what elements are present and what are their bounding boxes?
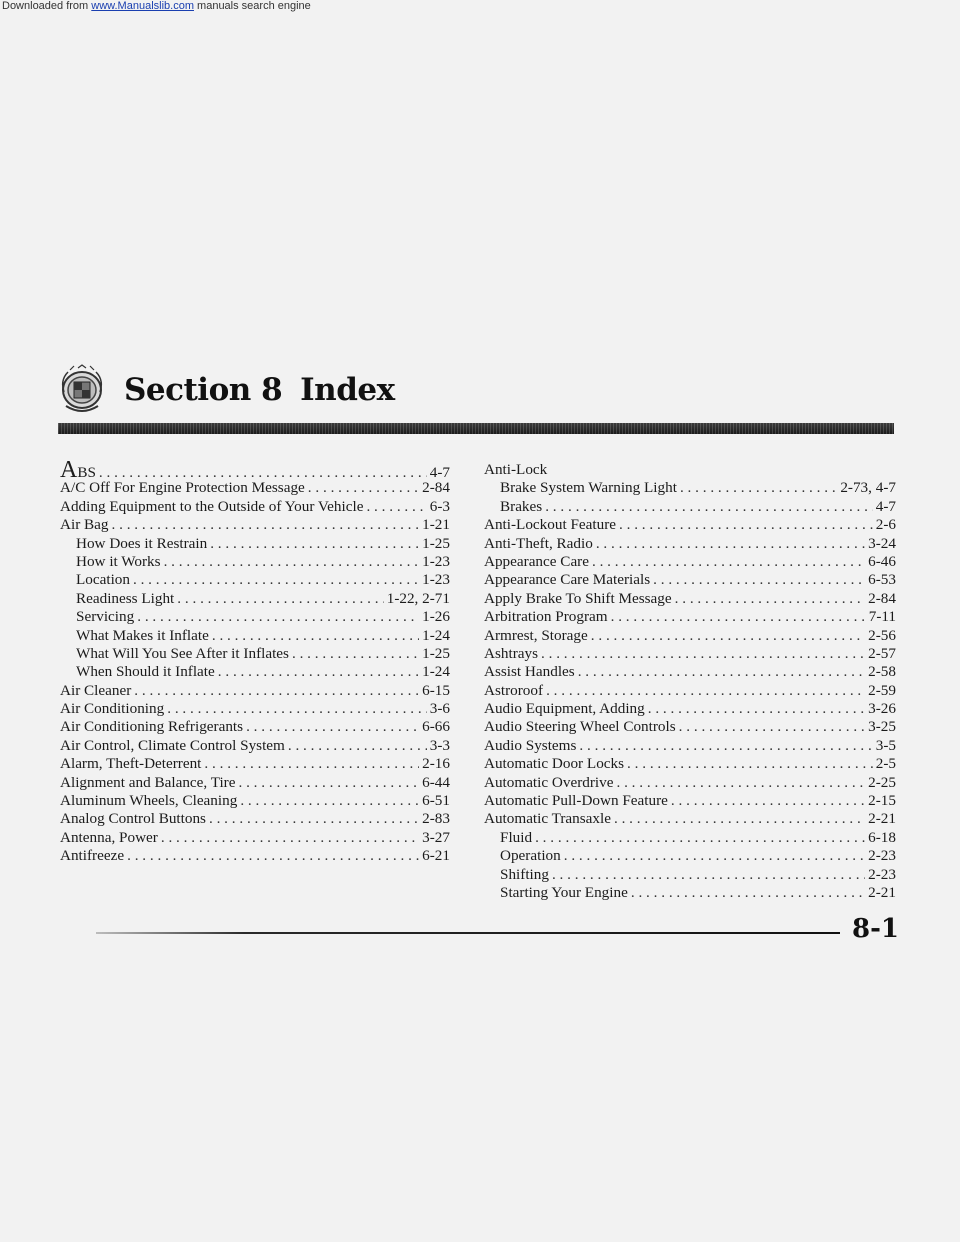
section-header bbox=[54, 360, 474, 420]
dot-leader bbox=[564, 847, 865, 865]
index-entry-label: Air Conditioning Refrigerants bbox=[60, 718, 244, 736]
banner-suffix: manuals search engine bbox=[193, 0, 311, 12]
index-entry bbox=[60, 627, 450, 645]
dot-leader bbox=[127, 847, 419, 865]
dot-leader bbox=[546, 682, 865, 700]
index-entry-page: 6-53 bbox=[868, 571, 896, 589]
dot-leader bbox=[177, 590, 383, 608]
index-entry bbox=[484, 461, 896, 479]
banner-prefix: Downloaded from bbox=[2, 0, 92, 12]
dot-leader bbox=[112, 516, 420, 534]
index-entry bbox=[484, 718, 896, 736]
index-column-left bbox=[60, 457, 450, 866]
index-entry-label: Astroroof bbox=[484, 681, 544, 699]
index-entry bbox=[60, 737, 450, 755]
index-entry bbox=[484, 810, 896, 828]
index-entry-label: Anti-Lockout Feature bbox=[484, 516, 617, 534]
dot-leader bbox=[204, 755, 419, 773]
dot-leader bbox=[671, 792, 865, 810]
dot-leader bbox=[164, 553, 420, 571]
index-entry-page: 2-84 bbox=[422, 479, 450, 497]
index-entry-label-rest: BS bbox=[77, 464, 96, 481]
index-entry-page: 2-83 bbox=[422, 810, 450, 828]
index-entry bbox=[484, 645, 896, 663]
index-entry bbox=[60, 457, 450, 483]
index-entry-page: 1-21 bbox=[422, 516, 450, 534]
index-entry-page: 4-7 bbox=[875, 497, 896, 515]
index-entry-label: Air Cleaner bbox=[60, 681, 132, 699]
index-entry-label: Audio Systems bbox=[484, 736, 577, 754]
dot-leader bbox=[292, 645, 419, 663]
index-entry bbox=[484, 866, 896, 884]
index-entry bbox=[484, 792, 896, 810]
dot-leader bbox=[535, 829, 865, 847]
index-entry-page: 6-66 bbox=[422, 718, 450, 736]
index-entry-label: Automatic Door Locks bbox=[484, 755, 625, 773]
dot-leader bbox=[134, 682, 419, 700]
index-entry bbox=[484, 737, 896, 755]
index-entry-label: Apply Brake To Shift Message bbox=[484, 589, 672, 607]
dot-leader bbox=[545, 498, 873, 516]
index-entry-label: Armrest, Storage bbox=[484, 626, 588, 644]
index-entry bbox=[484, 479, 896, 497]
index-entry bbox=[484, 608, 896, 626]
index-entry bbox=[484, 535, 896, 553]
index-entry-page: 6-46 bbox=[868, 552, 896, 570]
header-rule bbox=[58, 423, 894, 434]
index-entry-page: 2-84 bbox=[868, 589, 896, 607]
index-entry-label: Appearance Care Materials bbox=[484, 571, 651, 589]
index-entry bbox=[484, 553, 896, 571]
index-entry-label: Anti-Lock bbox=[484, 461, 548, 478]
index-entry-page: 3-6 bbox=[429, 700, 450, 718]
dot-leader bbox=[133, 571, 419, 589]
index-entry bbox=[60, 792, 450, 810]
footer-banner bbox=[0, 1222, 960, 1242]
cadillac-crest-icon bbox=[54, 362, 110, 418]
dot-leader bbox=[137, 608, 419, 626]
dot-leader bbox=[552, 866, 865, 884]
index-entry-page: 1-23 bbox=[422, 571, 450, 589]
dot-leader bbox=[648, 700, 865, 718]
dot-leader bbox=[675, 590, 866, 608]
index-entry bbox=[60, 516, 450, 534]
index-entry bbox=[60, 774, 450, 792]
index-entry-label: Automatic Overdrive bbox=[484, 773, 614, 791]
dot-leader bbox=[167, 700, 427, 718]
index-entry-label: A/C Off For Engine Protection Message bbox=[60, 479, 305, 497]
index-entry-page: 6-51 bbox=[422, 792, 450, 810]
dot-leader bbox=[592, 553, 865, 571]
index-entry-page: 6-21 bbox=[422, 847, 450, 865]
index-entry-page: 2-73, 4-7 bbox=[840, 479, 896, 497]
index-title: Index bbox=[300, 372, 395, 408]
index-entry-label: Location bbox=[76, 571, 130, 589]
index-entry-page: 2-5 bbox=[875, 755, 896, 773]
index-entry-label: When Should it Inflate bbox=[76, 663, 215, 681]
section-label: Section 8 bbox=[124, 372, 283, 408]
index-entry bbox=[60, 645, 450, 663]
index-entry-page: 1-22, 2-71 bbox=[386, 589, 450, 607]
index-entry-label: Analog Control Buttons bbox=[60, 810, 206, 828]
index-entry bbox=[60, 700, 450, 718]
dot-leader bbox=[541, 645, 865, 663]
index-entry bbox=[484, 571, 896, 589]
index-entry-label: Adding Equipment to the Outside of Your Vehicle bbox=[60, 497, 364, 515]
index-entry-label: Brake System Warning Light bbox=[500, 479, 677, 497]
index-entry-label: Automatic Transaxle bbox=[484, 810, 611, 828]
index-entry-label: Anti-Theft, Radio bbox=[484, 534, 593, 552]
index-entry bbox=[60, 535, 450, 553]
index-entry-page: 2-21 bbox=[868, 810, 896, 828]
index-entry-label: Audio Steering Wheel Controls bbox=[484, 718, 676, 736]
dot-leader bbox=[210, 535, 419, 553]
dot-leader bbox=[579, 737, 872, 755]
dot-leader bbox=[366, 498, 426, 516]
index-entry-page: 2-25 bbox=[868, 773, 896, 791]
dot-leader bbox=[680, 479, 837, 497]
dot-leader bbox=[596, 535, 865, 553]
index-entry-page: 3-27 bbox=[422, 828, 450, 846]
dot-leader bbox=[578, 663, 865, 681]
index-entry-page: 6-44 bbox=[422, 773, 450, 791]
index-entry-label: Ashtrays bbox=[484, 644, 538, 662]
index-entry bbox=[60, 498, 450, 516]
index-entry-page: 6-15 bbox=[422, 681, 450, 699]
index-entry-label: Audio Equipment, Adding bbox=[484, 700, 645, 718]
dot-leader bbox=[653, 571, 865, 589]
index-entry bbox=[484, 590, 896, 608]
index-entry bbox=[484, 847, 896, 865]
download-banner bbox=[0, 0, 960, 14]
index-entry-label: Alignment and Balance, Tire bbox=[60, 773, 236, 791]
index-entry-label: Antenna, Power bbox=[60, 828, 158, 846]
index-entry-label: Aluminum Wheels, Cleaning bbox=[60, 792, 238, 810]
index-entry-page: 2-21 bbox=[868, 883, 896, 901]
index-entry-label: How it Works bbox=[76, 552, 161, 570]
dot-leader bbox=[240, 792, 419, 810]
index-entry bbox=[60, 553, 450, 571]
index-entry-page: 1-25 bbox=[422, 534, 450, 552]
index-entry-page: 1-25 bbox=[422, 644, 450, 662]
index-entry-page: 2-57 bbox=[868, 644, 896, 662]
dot-leader bbox=[288, 737, 427, 755]
index-column-right bbox=[484, 461, 896, 902]
index-entry bbox=[484, 498, 896, 516]
index-entry-label: Servicing bbox=[76, 608, 135, 626]
index-entry bbox=[60, 847, 450, 865]
index-entry-page: 2-16 bbox=[422, 755, 450, 773]
index-entry-page: 2-15 bbox=[868, 792, 896, 810]
index-entry-page: 3-5 bbox=[875, 736, 896, 754]
index-entry-label: Arbitration Program bbox=[484, 608, 608, 626]
dot-leader bbox=[212, 627, 419, 645]
dot-leader bbox=[218, 663, 419, 681]
index-entry-label: Air Control, Climate Control System bbox=[60, 736, 285, 754]
index-entry-label: Shifting bbox=[500, 865, 549, 883]
index-entry bbox=[60, 663, 450, 681]
index-entry bbox=[60, 682, 450, 700]
index-entry bbox=[484, 774, 896, 792]
index-entry-label: Assist Handles bbox=[484, 663, 575, 681]
dot-leader bbox=[614, 810, 865, 828]
dot-leader bbox=[209, 810, 419, 828]
page-number: 8-1 bbox=[852, 914, 899, 944]
index-entry-page: 3-26 bbox=[868, 700, 896, 718]
index-entry-page: 2-23 bbox=[868, 847, 896, 865]
dot-leader bbox=[631, 884, 865, 902]
index-entry-label: Antifreeze bbox=[60, 847, 125, 865]
index-entry bbox=[60, 718, 450, 736]
index-entry-label: What Makes it Inflate bbox=[76, 626, 209, 644]
index-entry-page: 3-24 bbox=[868, 534, 896, 552]
index-entry-page: 6-18 bbox=[868, 828, 896, 846]
index-entry-page: 1-24 bbox=[422, 626, 450, 644]
dot-leader bbox=[616, 774, 865, 792]
index-entry bbox=[484, 829, 896, 847]
index-entry bbox=[60, 479, 450, 497]
index-entry-label: What Will You See After it Inflates bbox=[76, 644, 289, 662]
dot-leader bbox=[308, 479, 419, 497]
index-entry-page: 7-11 bbox=[868, 608, 896, 626]
index-entry bbox=[60, 590, 450, 608]
index-entry bbox=[60, 608, 450, 626]
index-entry bbox=[60, 755, 450, 773]
index-entry-label: Air Conditioning bbox=[60, 700, 165, 718]
index-entry-page: 2-56 bbox=[868, 626, 896, 644]
dot-leader bbox=[161, 829, 419, 847]
dot-leader bbox=[619, 516, 873, 534]
index-entry-label: Operation bbox=[500, 847, 561, 865]
index-entry-page: 2-58 bbox=[868, 663, 896, 681]
dot-leader bbox=[611, 608, 866, 626]
drop-initial: A bbox=[60, 457, 78, 483]
dot-leader bbox=[591, 627, 865, 645]
index-entry-page: 6-3 bbox=[429, 497, 450, 515]
index-entry-label: Readiness Light bbox=[76, 589, 175, 607]
index-entry bbox=[484, 682, 896, 700]
index-entry-label: How Does it Restrain bbox=[76, 534, 208, 552]
dot-leader bbox=[246, 718, 419, 736]
index-entry-label: Brakes bbox=[500, 497, 543, 515]
index-entry-page: 3-3 bbox=[429, 736, 450, 754]
index-entry-page: 1-24 bbox=[422, 663, 450, 681]
index-entry-label: Fluid bbox=[500, 828, 533, 846]
index-entry-label: Alarm, Theft-Deterrent bbox=[60, 755, 202, 773]
section-title bbox=[124, 372, 395, 408]
index-entry bbox=[484, 663, 896, 681]
index-entry bbox=[60, 810, 450, 828]
index-entry-label: Automatic Pull-Down Feature bbox=[484, 792, 668, 810]
index-entry bbox=[484, 884, 896, 902]
index-entry-page: 3-25 bbox=[868, 718, 896, 736]
index-entry-page: 1-26 bbox=[422, 608, 450, 626]
index-entry bbox=[484, 700, 896, 718]
dot-leader bbox=[238, 774, 419, 792]
index-entry-label: Air Bag bbox=[60, 516, 109, 534]
index-entry-label: Starting Your Engine bbox=[500, 883, 628, 901]
index-entry-page: 2-23 bbox=[868, 865, 896, 883]
manualslib-link[interactable]: www.Manualslib.com bbox=[91, 0, 194, 12]
index-entry bbox=[60, 829, 450, 847]
dot-leader bbox=[679, 718, 866, 736]
index-entry bbox=[484, 627, 896, 645]
index-entry-page: 4-7 bbox=[429, 464, 450, 481]
index-entry-label: Appearance Care bbox=[484, 552, 589, 570]
dot-leader bbox=[627, 755, 873, 773]
index-entry bbox=[484, 516, 896, 534]
footer-rule bbox=[96, 932, 840, 934]
index-entry-page: 2-6 bbox=[875, 516, 896, 534]
index-entry-page: 1-23 bbox=[422, 552, 450, 570]
index-entry bbox=[484, 755, 896, 773]
index-entry bbox=[60, 571, 450, 589]
index-entry-page: 2-59 bbox=[868, 681, 896, 699]
